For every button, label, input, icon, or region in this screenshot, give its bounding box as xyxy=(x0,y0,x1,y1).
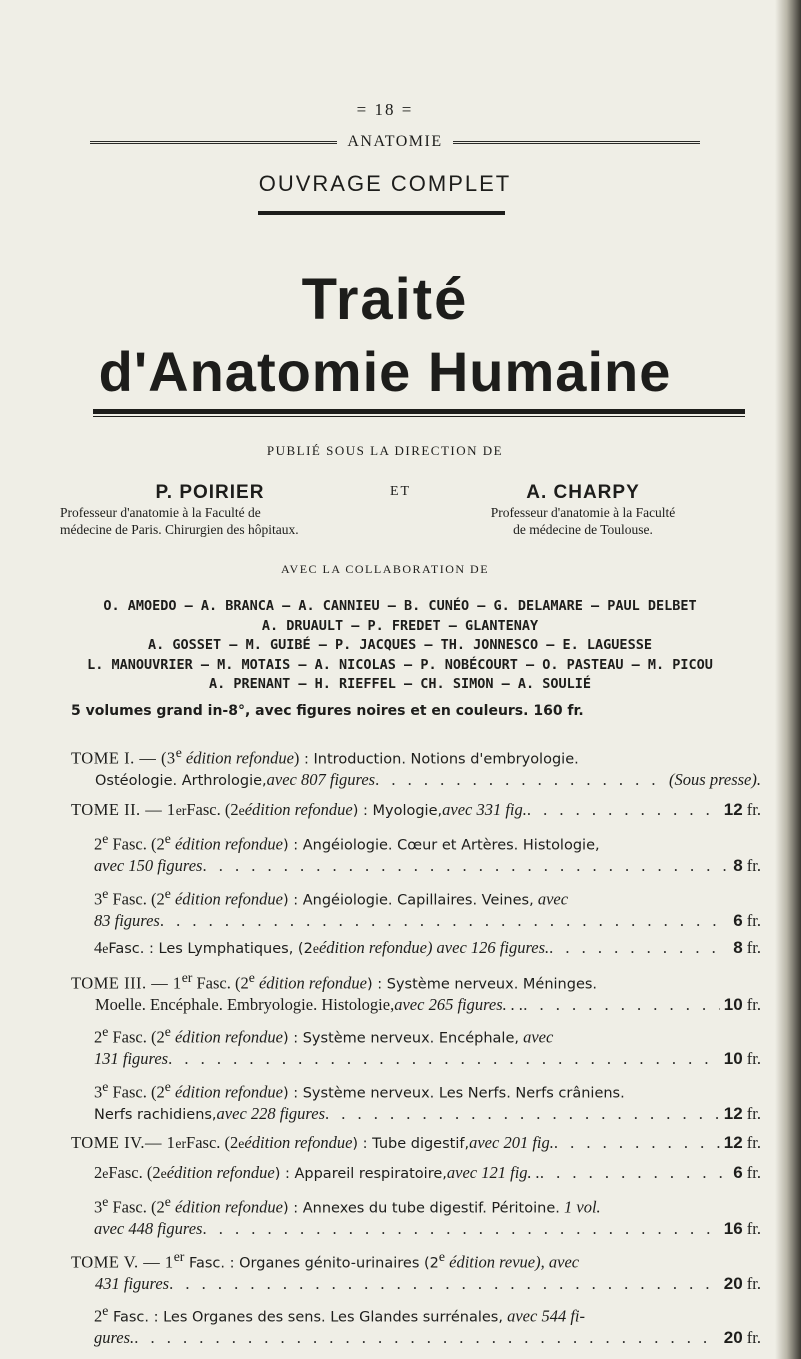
price: 6 xyxy=(733,1162,743,1182)
author-poirier xyxy=(60,484,360,538)
collaborator-line: A. PRENANT — H. RIEFFEL — CH. SIMON — A. SOULIÉ xyxy=(208,676,591,692)
edition-note: édition refondue xyxy=(254,973,367,992)
tome-3-fasc-1 xyxy=(71,968,761,1015)
superscript: e xyxy=(175,745,182,760)
collaborator-line: O. AMOEDO — A. BRANCA — A. CANNIEU — B. CUNÉO — G. DELAMARE — PAUL DELBET xyxy=(103,598,697,614)
page-number: = 18 = xyxy=(356,100,414,119)
figure-count: ) avec 126 figures. xyxy=(426,938,550,957)
superscript: er xyxy=(173,1248,185,1264)
complete-work-label: OUVRAGE COMPLET xyxy=(258,171,512,196)
fasc-label: Fasc. (2 xyxy=(108,889,165,908)
edition-note: édition refondue xyxy=(170,1027,283,1047)
tome-list xyxy=(71,743,761,1356)
fasc-label: Fasc. : Organes génito-urinaires (2 xyxy=(184,1255,439,1271)
edition-note: édition revue xyxy=(445,1252,536,1271)
superscript: e xyxy=(102,1165,109,1181)
author-title: Professeur d'anatomie à la Faculté xyxy=(490,505,676,520)
subject: ) : Appareil respiratoire, xyxy=(274,1165,447,1182)
author-title: médecine de Paris. Chirurgien des hôpitaux. xyxy=(60,522,299,537)
subject: ) : Angéiologie. Cœur et Artères. Histologie, xyxy=(282,837,600,854)
page-edge-shadow xyxy=(775,0,801,1359)
subject: ) : Tube digestif, xyxy=(352,1136,470,1152)
price-unit: fr. xyxy=(742,1328,761,1347)
author-title: Professeur d'anatomie à la Faculté de xyxy=(60,505,261,520)
superscript: e xyxy=(102,1194,109,1209)
and-word: ET xyxy=(390,484,412,499)
subject: : Introduction. Notions d'embryologie. xyxy=(299,751,579,768)
figure-count: 83 figures xyxy=(94,910,160,930)
price-unit: fr. xyxy=(742,1133,761,1152)
superscript: e xyxy=(102,1078,109,1094)
price: 10 xyxy=(723,994,743,1014)
fasc-number: 2 xyxy=(94,1306,103,1326)
price-unit: fr. xyxy=(742,1103,761,1123)
fasc-label: Fasc. (2 xyxy=(186,1133,239,1152)
subject: ) : Système nerveux. Les Nerfs. Nerfs crâniens. xyxy=(282,1085,625,1101)
edition-note: édition refondue xyxy=(170,834,283,854)
tome-label: TOME III. — 1 xyxy=(71,973,182,992)
tome-2-fasc-1 xyxy=(71,800,761,822)
price-unit: fr. xyxy=(742,1219,761,1238)
figure-count: ), avec xyxy=(535,1252,580,1271)
figure-count: avec 265 figures. . . xyxy=(394,994,524,1014)
price: 8 xyxy=(733,938,743,957)
edition-note: édition refondue xyxy=(170,1197,283,1217)
title-rule-thin xyxy=(93,416,745,417)
superscript: e xyxy=(248,969,255,985)
tome-3-fasc-3 xyxy=(71,1077,761,1126)
price: 8 xyxy=(733,856,743,875)
collaboration-heading: AVEC LA COLLABORATION DE xyxy=(280,562,490,576)
tome-4-fasc-3 xyxy=(71,1192,761,1239)
tome-4-fasc-1 xyxy=(71,1133,761,1155)
fasc-label: Fasc. : Les Lymphatiques, (2 xyxy=(108,941,313,957)
subject: Nerfs rachidiens, xyxy=(94,1106,217,1123)
tome-label: TOME II. — 1 xyxy=(71,799,176,819)
tome-label: TOME I. — (3 xyxy=(71,748,176,768)
fasc-label: Fasc. (2 xyxy=(108,1197,165,1217)
fasc-number: 2 xyxy=(94,1162,103,1182)
figure-count: 431 figures xyxy=(95,1273,170,1293)
superscript: e xyxy=(164,831,171,846)
subject: Moelle. Encéphale. Embryologie. Histologie, xyxy=(95,994,395,1014)
superscript: e xyxy=(238,1136,245,1151)
superscript: e xyxy=(238,802,245,818)
collaborator-list xyxy=(30,597,770,695)
status-note: (Sous presse). xyxy=(669,770,761,789)
fasc-label: Fasc. (2 xyxy=(108,1162,161,1182)
fasc-number: 3 xyxy=(94,889,103,908)
published-under: PUBLIÉ SOUS LA DIRECTION DE xyxy=(266,443,504,458)
tome-5-fasc-2 xyxy=(71,1301,761,1348)
figure-count: avec 331 fig. xyxy=(442,799,527,819)
figure-count: avec 807 figures xyxy=(266,770,376,789)
price-unit: fr. xyxy=(742,1049,761,1068)
book-title-line2: d'Anatomie Humaine xyxy=(98,340,672,403)
superscript: e xyxy=(160,1165,167,1181)
superscript: e xyxy=(164,1194,171,1209)
subject: Ostéologie. Arthrologie, xyxy=(95,773,267,789)
figure-count: avec 228 figures xyxy=(216,1103,325,1123)
volume-count: 1 vol. xyxy=(559,1197,601,1217)
price-unit: fr. xyxy=(742,856,761,875)
section-rule-left xyxy=(90,141,337,144)
superscript: e xyxy=(102,831,109,846)
collaborator-line: A. GOSSET — M. GUIBÉ — P. JACQUES — TH. JONNESCO — E. LAGUESSE xyxy=(148,637,652,653)
superscript: e xyxy=(312,941,319,956)
price: 12 xyxy=(723,1133,743,1152)
superscript: e xyxy=(164,1078,171,1094)
edition-note: édition refondue xyxy=(170,889,283,908)
fasc-label: Fasc. (2 xyxy=(108,834,165,854)
tome-1-entry: TOME I. — (3e édition refondue) : Introduction. Notions d'embryologie. Ostéologie. Arthrologie, avec 807 figures . . . (Sous presse). xyxy=(71,743,761,792)
tome-label: TOME IV.— 1 xyxy=(71,1133,176,1152)
tome-4-fasc-2 xyxy=(71,1163,761,1185)
tome-label: TOME V. — 1 xyxy=(71,1252,174,1271)
superscript: e xyxy=(102,941,109,956)
superscript: e xyxy=(102,1024,109,1039)
underline-rule xyxy=(258,211,505,215)
price-unit: fr. xyxy=(742,938,761,957)
figure-count: 131 figures xyxy=(94,1049,169,1068)
section-label: ANATOMIE xyxy=(347,133,443,150)
figure-count: gures. xyxy=(94,1328,135,1347)
price: 12 xyxy=(723,1103,743,1123)
superscript: er xyxy=(175,1136,187,1151)
price: 16 xyxy=(723,1219,743,1238)
fasc-number: 4 xyxy=(94,938,103,957)
fasc-label: Fasc. (2 xyxy=(108,1027,165,1047)
volumes-summary: 5 volumes grand in-8°, avec figures noires et en couleurs. 160 fr. xyxy=(71,703,584,719)
fasc-label: Fasc. : Les Organes des sens. Les Glandes surrénales, xyxy=(108,1309,503,1326)
figure-count: avec 150 figures xyxy=(94,856,203,875)
subject: ) : Annexes du tube digestif. Péritoine. xyxy=(282,1200,560,1217)
price: 10 xyxy=(723,1049,743,1068)
price-unit: fr. xyxy=(742,1273,761,1293)
superscript: er xyxy=(181,969,193,985)
figure-count: avec 544 fi- xyxy=(502,1306,585,1326)
fasc-number: 3 xyxy=(94,1197,103,1217)
author-name: P. POIRIER xyxy=(155,482,265,503)
section-header xyxy=(90,132,700,152)
fasc-number: 3 xyxy=(94,1082,103,1101)
price: 20 xyxy=(723,1273,743,1293)
fasc-label: Fasc. (2 xyxy=(192,973,249,992)
author-charpy xyxy=(428,484,738,538)
price-unit: fr. xyxy=(742,994,761,1014)
collaborator-line: L. MANOUVRIER — M. MOTAIS — A. NICOLAS — P. NOBÉCOURT — O. PASTEAU — M. PICOU xyxy=(87,656,713,673)
tome-2-fasc-2 xyxy=(71,829,761,876)
figure-count: avec xyxy=(518,1027,554,1047)
fasc-label: Fasc. (2 xyxy=(186,799,239,819)
superscript: e xyxy=(102,1303,109,1318)
fasc-number: 2 xyxy=(94,1027,103,1047)
price: 6 xyxy=(733,910,743,930)
title-rule-thick xyxy=(93,409,745,414)
price-unit: fr. xyxy=(742,910,761,930)
figure-count: avec 121 fig. . xyxy=(446,1162,540,1182)
superscript: er xyxy=(175,802,187,818)
figure-count: avec 448 figures xyxy=(94,1219,203,1238)
price: 20 xyxy=(723,1328,743,1347)
superscript: e xyxy=(438,1248,446,1264)
subject: ) : Système nerveux. Encéphale, xyxy=(282,1030,519,1047)
edition-note: édition refondue xyxy=(318,938,427,957)
superscript: e xyxy=(102,885,109,901)
superscript: e xyxy=(164,885,171,901)
collaborator-line: A. DRUAULT — P. FREDET — GLANTENAY xyxy=(261,617,539,634)
price-unit: fr. xyxy=(742,799,761,819)
tome-3-fasc-2 xyxy=(71,1022,761,1069)
subject: ) : Angéiologie. Capillaires. Veines, xyxy=(282,892,534,908)
price-unit: fr. xyxy=(742,1162,761,1182)
section-rule-right xyxy=(453,141,700,144)
edition-note: édition refondue xyxy=(244,1133,353,1152)
tome-2-fasc-3 xyxy=(71,884,761,931)
figure-count: avec 201 fig. xyxy=(469,1133,554,1152)
book-title-line1: Traité xyxy=(301,267,469,332)
price: 12 xyxy=(723,799,743,819)
tome-5-fasc-1 xyxy=(71,1247,761,1294)
superscript: e xyxy=(164,1024,171,1039)
edition-note: édition refondue xyxy=(166,1162,275,1182)
edition-note: édition refondue xyxy=(170,1082,283,1101)
figure-count: avec xyxy=(533,889,569,908)
subject: ) : Myologie, xyxy=(352,802,443,819)
edition-note: édition refondue xyxy=(181,748,294,768)
edition-note: édition refondue xyxy=(244,799,353,819)
tome-2-fasc-4 xyxy=(71,938,761,960)
fasc-number: 2 xyxy=(94,834,103,854)
fasc-label: Fasc. (2 xyxy=(108,1082,165,1101)
subject: ) : Système nerveux. Méninges. xyxy=(366,976,598,992)
author-title: de médecine de Toulouse. xyxy=(513,522,653,537)
author-name: A. CHARPY xyxy=(526,482,640,503)
